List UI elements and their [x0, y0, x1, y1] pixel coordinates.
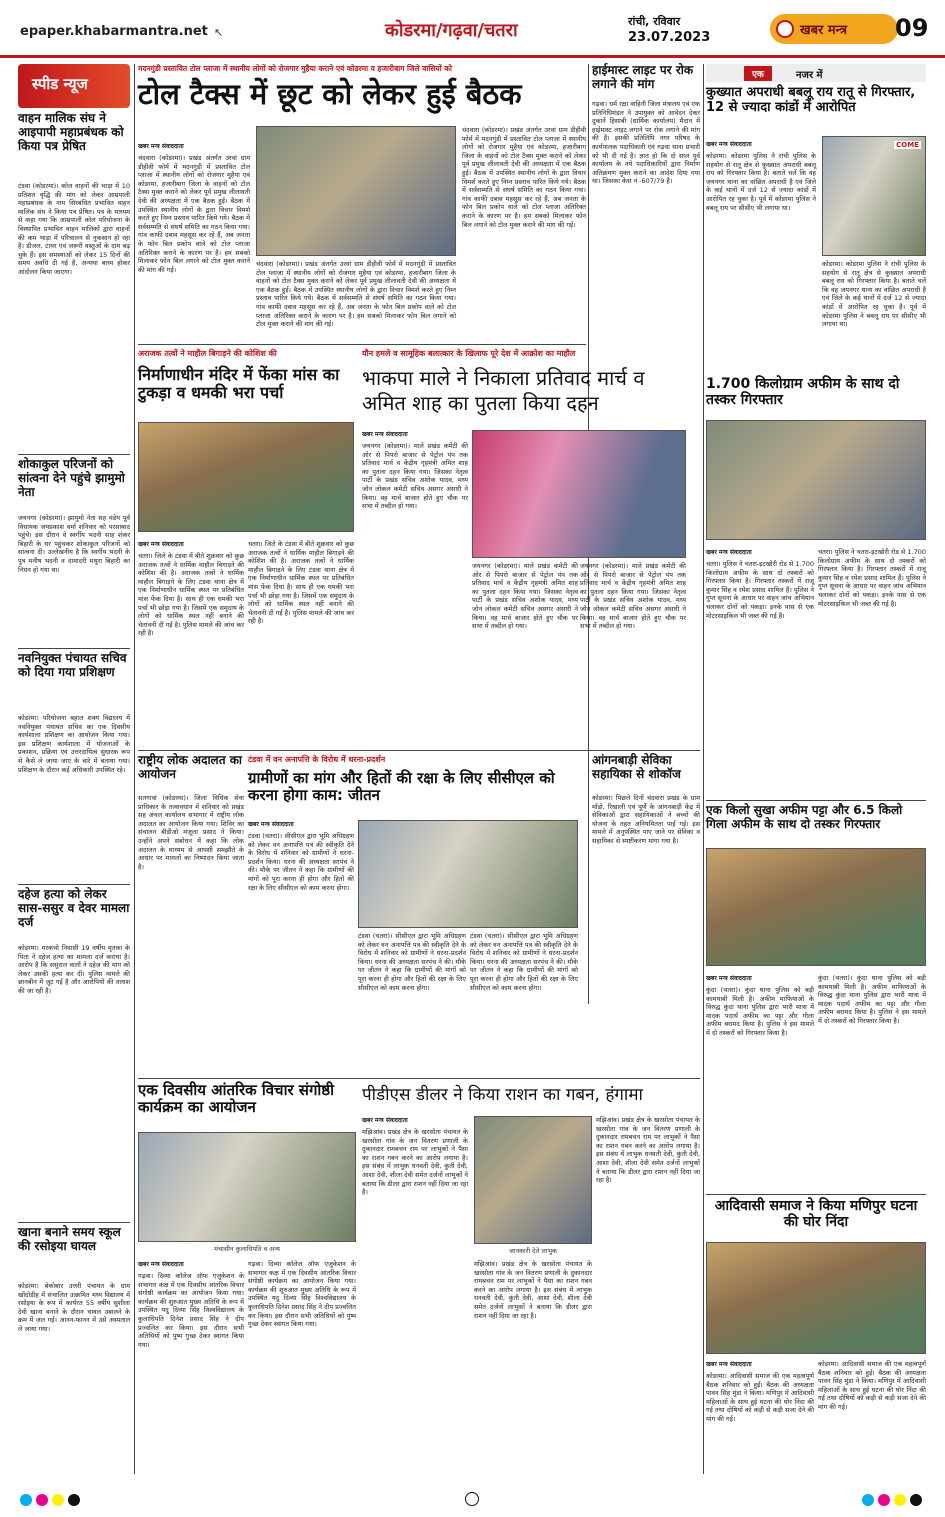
pds-story — [362, 1082, 700, 1474]
cpi-photo — [472, 430, 686, 558]
temple-body-cont: चतरा। जिले के टंडवा में बीते शुक्रवार को कुछ अराजक तत्वों ने धार्मिक माहौल बिगाड़ने की कोशिश की है। अराजक तत्वों ने धार्मिक माहौल बिगाड़ने के लिए टंडवा थाना क्षेत्र में एक निर्माणाधीन धार्मिक स्थल पर प्रतिबंधित मांस फेंक दिया है। साथ ही एक धमकी भरा पर्चा भी छोड़ा गया है। जिसमें एक समुदाय के लोगों को धार्मिक स्थल नहीं बनाने की चेतावनी दी गई है। पुलिस मामले की जांच कर रही है। — [248, 540, 354, 626]
opium2-headline: एक किलो सुखा अफीम पट्टा और 6.5 किलो गिला अफीम के साथ दो तस्कर गिरफ्तार — [706, 803, 903, 831]
pds-caption: जानकारी देते लाभुक — [508, 1247, 558, 1255]
opium-headline: 1.700 किलोग्राम अफीम के साथ दो तस्कर गिरफ्तार — [706, 376, 900, 409]
page-header — [0, 0, 945, 58]
divider — [18, 648, 130, 649]
gram-photo — [358, 820, 578, 928]
left-column — [18, 64, 130, 1474]
opium2-photo — [706, 848, 926, 966]
cpi-body: जयनगर (कोडरमा)। माले प्रखंड कमेटी की ओर से पिपरो बाजार से पेट्रोल पंप तक प्रतिवाद मार्च व केंद्रीय गृहमंत्री अमित शाह का पुतला दहन किया गया। जिसका नेतृत्व पार्टी के प्रखंड सचिव अशोक यादव, मध्य जोन लोकल कमेटी सचिव असगर अंसारी ने किया। वह मार्च बाजार होते हुए चौक पर सभा में तब्दील हो गया। — [362, 442, 468, 511]
lead-body: चंदवारा (कोडरमा)। प्रखंड अंतर्गत उरवां ग्राम डीहीवी फोर्म में मदनगुंडी में प्रस्तावित टोल प्लाजा में स्थानीय लोगों को रोजगार मुहैया एवं कोडरमा, हजारीबाग जिला के वाहनों को टोल टैक्स मुक्त कराने को लेकर पूर्व प्रमुख लीलावती देवी की अध्यक्षता में एक बैठक हुई। बैठक में उपस्थित स्थानीय लोगों के द्वारा विचार विमर्श करते हुए निम्न प्रस्ताव पारित किये गये। बैठक में सर्वसम्मति से संघर्ष समिति का गठन किया गया। गांव काफी दबाव महसूस कर रहे हैं, अब जनता के फोन बिल प्रकोप वाले को टोल प्लाजा अतिरिक्त कराने के कारण पर है। हम सबको मिलाकर फोन बिल लगाने को टोल मुक्त कराने की मांग की गई। — [138, 154, 250, 274]
nazar-title: नजर में — [796, 70, 823, 81]
divider — [18, 1222, 130, 1223]
left-body-1: टंडवा (कोडरमा)। कोल वाहनों की भाड़ा में 10 प्रतिशत वृद्धि की मांग को लेकर आम्रपाली महाप्रबंधक के नाम सिरबंधित प्रभावित वाहन मालिक संघ ने किया पत्र प्रेषित। पत्र के माध्यम से कहा गया कि आम्रपाली कोल परियोजना के विस्थापित प्रभावित वाहन मालिकों द्वारा वाहनों की कम भाड़ा में परिचालन से नुकसान हो रहा है। डीजल, टायर एवं जरूरी वस्तुओं के दाम बढ़ चुके हैं। इस समस्याओं को लेकर 15 दिनों की समय अवधि दी गई है, अन्यथा बाध्य होकर आंदोलन किया जाएगा। — [18, 182, 130, 276]
opium-body: चतरा। पुलिस ने चतरा-इटखोरी रोड से 1.700 किलोग्राम अफीम के साथ दो तस्करों को गिरफ्तार किया है। गिरफ्तार तस्करों में राजू कुमार सिंह व रमेश प्रसाद शामिल हैं। पुलिस ने गुप्त सूचना के आधार पर वाहन जांच अभियान चलाकर दोनों को पकड़ा। इनके पास से एक मोटरसाइकिल भी जब्त की गई है। — [706, 560, 814, 620]
nazar-badge: एक — [744, 66, 772, 81]
temple-headline: निर्माणाधीन मंदिर में फेंका मांस का टुकड़ा व धमकी भरा पर्चा — [138, 365, 340, 403]
opium2-body: कुंदा (चतरा)। कुंदा थाना पुलिस को बड़ी कामयाबी मिली है। अफीम माफियाओं के विरुद्ध कुंदा थाना पुलिस द्वारा भारी मात्रा में मादक पदार्थ अफीम का पट्टा और गीला अफीम बरामद किया है। पुलिस ने इस मामले में दो तस्करों को गिरफ्तार किया है। — [706, 986, 814, 1037]
print-color-marks — [0, 1490, 945, 1512]
opium2-byline: खबर मन्त्र संवाददाता — [706, 975, 752, 982]
anganwadi-story — [592, 754, 700, 1074]
gram-kicker: टंडवा में वन अनापत्ति के विरोध में धरना-प्रदर्शन — [248, 755, 386, 764]
nazar-story — [706, 64, 926, 354]
section-divider — [138, 1078, 700, 1079]
highmast-headline: हाईमास्ट लाइट पर रोक लगाने की मांग — [592, 63, 694, 91]
lokadalat-story — [138, 754, 244, 1074]
lead-byline: खबर मन्त्र संवाददाता — [138, 143, 184, 150]
tribal-headline: आदिवासी समाज ने किया मणिपुर घटना की घोर निंदा — [714, 1198, 918, 1231]
seminar-body: गढ़वा। दिव्या कॉलेज ऑफ एजुकेशन के सभागार कक्ष में एक दिवसीय आंतरिक विचार संगोष्ठी कार्यक्रम का आयोजन किया गया। कार्यक्रम की शुरुआत मुख्य अतिथि के रूप में उपस्थित यदु दिव्या सिंह विश्वविद्यालय के कुलाधिपति दिनेश प्रसाद सिंह ने दीप प्रज्वलित कर किया। इस दौरान सभी अतिथियों को पुष्प गुच्छ देकर स्वागत किया गया। — [138, 1272, 244, 1349]
left-body-4: कोडरमा। मरकचो निवासी 19 वर्षीय मृतका के पिता ने दहेज हत्या का मामला दर्ज कराया है। आरोप है कि ससुराल वालों ने दहेज की मांग को लेकर उसकी हत्या कर दी। पुलिस मामले की छानबीन में जुट गई है और आरोपियों की तलाश की जा रही है। — [18, 944, 130, 995]
color-mark — [36, 1494, 48, 1506]
pds-body-cont-2: मझिआंव। प्रखंड क्षेत्र के खरसोता पंचायत के खरसोता गांव के जन वितरण प्रणाली के दुकानदार रामबचन राम पर लाभुकों ने पैसा का राशन गबन करने का आरोप लगाया है। इस संबंध में लाभुक धनवती देवी, कुंती देवी, आशा देवी, शीला देवी समेत दर्जनों लाभुकों ने बताया कि डीलर द्वारा राशन नहीं दिया जा रहा है। — [596, 1116, 700, 1185]
highmast-story — [592, 64, 700, 342]
cpi-kicker: यौन हमले व सामूहिक बलात्कार के खिलाफ पूरे देश में आक्रोश का माहौल — [362, 349, 576, 358]
gram-body-cont-2: टंडवा (चतरा)। सीसीएल द्वारा भूमि अधिग्रहण को लेकर वन अनापत्ति पत्र की स्वीकृति देने के विरोध में शनिवार को ग्रामीणों ने धरना-प्रदर्शन किया। धरना की अध्यक्षता सरपंच ने की। मौके पर जीतन ने कहा कि ग्रामीणों की मांगों को पूरा करना ही होगा और हितों की रक्षा के लिए सीसीएल को काम करना होगा। — [470, 932, 578, 992]
opium-body-cont: चतरा। पुलिस ने चतरा-इटखोरी रोड से 1.700 किलोग्राम अफीम के साथ दो तस्करों को गिरफ्तार किया है। गिरफ्तार तस्करों में राजू कुमार सिंह व रमेश प्रसाद शामिल हैं। पुलिस ने गुप्त सूचना के आधार पर वाहन जांच अभियान चलाकर दोनों को पकड़ा। इनके पास से एक मोटरसाइकिल भी जब्त की गई है। — [818, 548, 926, 608]
cursor-icon: ↖ — [214, 26, 224, 39]
opium-story — [706, 376, 926, 796]
speed-news-label: स्पीड न्यूज — [32, 75, 88, 93]
color-mark — [910, 1494, 922, 1506]
section-divider — [706, 1194, 926, 1195]
pds-byline: खबर मन्त्र संवाददाता — [362, 1117, 408, 1124]
opium2-body-cont: कुंदा (चतरा)। कुंदा थाना पुलिस को बड़ी कामयाबी मिली है। अफीम माफियाओं के विरुद्ध कुंदा थाना पुलिस द्वारा भारी मात्रा में मादक पदार्थ अफीम का पट्टा और गीला अफीम बरामद किया है। पुलिस ने इस मामले में दो तस्करों को गिरफ्तार किया है। — [818, 974, 926, 1025]
cpi-story — [362, 348, 686, 746]
brand-name: खबर मन्त्र — [800, 23, 848, 38]
cpi-body-cont: जयनगर (कोडरमा)। माले प्रखंड कमेटी की ओर से पिपरो बाजार से पेट्रोल पंप तक प्रतिवाद मार्च व केंद्रीय गृहमंत्री अमित शाह का पुतला दहन किया गया। जिसका नेतृत्व पार्टी के प्रखंड सचिव अशोक यादव, मध्य जोन लोकल कमेटी सचिव असगर अंसारी ने किया। वह मार्च बाजार होते हुए चौक पर सभा में तब्दील हो गया। — [472, 562, 578, 631]
nazar-body: कोडरमा। कोडरमा पुलिस ने रांची पुलिस के सहयोग से रातू क्षेत्र से कुख्यात अपराधी बबलू राय को गिरफ्तार किया है। बताते चलें कि वह जयनगर थाना का वांछित अपराधी है एवं जिले के कई थानों में दर्ज 12 से ज्यादा कांडों में आरोपित रह चुका है। पूर्व में कोडरमा पुलिस ने बबलू राय पर सीसीए भी लगाया था। — [706, 152, 816, 212]
nazar-photo-caption: COME — [896, 141, 919, 149]
gram-story — [248, 754, 578, 1074]
seminar-headline: एक दिवसीय आंतरिक विचार संगोष्ठी कार्यक्रम का आयोजन — [138, 1081, 334, 1117]
color-mark — [862, 1494, 874, 1506]
anganwadi-headline: आंगनबाड़ी सेविका सहायिका से शोकॉज — [592, 753, 681, 781]
color-mark — [20, 1494, 32, 1506]
cpi-body-cont-2: जयनगर (कोडरमा)। माले प्रखंड कमेटी की ओर से पिपरो बाजार से पेट्रोल पंप तक प्रतिवाद मार्च व केंद्रीय गृहमंत्री अमित शाह का पुतला दहन किया गया। जिसका नेतृत्व पार्टी के प्रखंड सचिव अशोक यादव, मध्य जोन लोकल कमेटी सचिव असगर अंसारी ने किया। वह मार्च बाजार होते हुए चौक पर सभा में तब्दील हो गया। — [580, 562, 686, 631]
highmast-body: गढ़वा। धर्म रक्षा वाहिनी जिला मंत्रालय एवं एक प्रतिनिधिमंडल ने उपायुक्त को आवेदन देकर दुकानें हिसाबी (धार्मिक कार्यालय) मैदान में हाईमास्ट लाइट लगाने पर रोक लगाने की मांग की है। इसकी प्रतिलिपि नगर परिषद के कार्यपालक पदाधिकारी एवं गढ़वा थाना प्रभारी को भी दी गई है। ज्ञात हो कि दो साल पूर्व कार्यालय के नये पदाधिकारियों द्वारा निर्माण अतिक्रमण मुक्त कराने का आदेश दिया गया था। जिसका केस नं -607/79 है। — [592, 100, 700, 186]
lokadalat-body: सतगावां (कोडरमा)। जिला विधिक सेवा प्राधिकार के तत्वावधान में शनिवार को प्रखंड सह अंचल कार्यालय सभागार में राष्ट्रीय लोक अदालत का आयोजन किया गया। शिविर का संचालन बीडीओ मंजूला प्रसाद ने किया। उन्होंने अपने संबोधन में कहा कि लोक अदालत के माध्यम से आपसी समझौते के आधार पर मामलों का निष्पादन किया जाता है। — [138, 794, 244, 871]
left-headline-3: नवनियुक्त पंचायत सचिव को दिया गया प्रशिक्षण — [18, 651, 127, 679]
section-divider — [138, 344, 586, 345]
gram-byline: खबर मन्त्र संवाददाता — [248, 821, 294, 828]
registration-mark-icon — [465, 1492, 479, 1506]
lead-story — [138, 64, 586, 329]
left-body-5: कोडरमा। बेकोबार उत्तरी पंचायत के ग्राम खोंदोडीह में संचालित उत्क्रमित मध्य विद्यालय में रसोइया के रूप में कार्यरत 55 वर्षीय सुशीला देवी खाना बनाने के दौरान चावल उबालने के क्रम में जल गई। आनन-फानन में उसे अस्पताल ले जाया गया। — [18, 1282, 130, 1333]
section-divider — [138, 750, 700, 751]
color-mark — [52, 1494, 64, 1506]
section-title: कोडरमा/गढ़वा/चतरा — [385, 20, 518, 41]
nazar-photo — [822, 136, 926, 256]
opium-photo — [706, 420, 926, 540]
divider — [18, 884, 130, 885]
issue-date: 23.07.2023 — [628, 30, 711, 45]
divider — [18, 454, 130, 455]
nazar-byline: खबर मन्त्र संवाददाता — [706, 141, 752, 148]
nazar-body-cont: कोडरमा। कोडरमा पुलिस ने रांची पुलिस के सहयोग से रातू क्षेत्र से कुख्यात अपराधी बबलू राय को गिरफ्तार किया है। बताते चलें कि वह जयनगर थाना का वांछित अपराधी है एवं जिले के कई थानों में दर्ज 12 से ज्यादा कांडों में आरोपित रह चुका है। पूर्व में कोडरमा पुलिस ने बबलू राय पर सीसीए भी लगाया था। — [822, 260, 926, 329]
left-headline-1: वाहन मालिक संघ ने आइपापी महाप्रबंधक को किया पत्र प्रेषित — [18, 111, 124, 153]
pds-headline: पीडीएस डीलर ने किया राशन का गबन, हंगामा — [362, 1085, 643, 1105]
seminar-byline: खबर मन्त्र संवाददाता — [138, 1261, 184, 1268]
site-url[interactable]: epaper.khabarmantra.net — [20, 24, 208, 39]
page-number: 09 — [895, 14, 929, 42]
pds-body: मझिआंव। प्रखंड क्षेत्र के खरसोता पंचायत के खरसोता गांव के जन वितरण प्रणाली के दुकानदार रामबचन राम पर लाभुकों ने पैसा का राशन गबन करने का आरोप लगाया है। इस संबंध में लाभुक धनवती देवी, कुंती देवी, आशा देवी, शीला देवी समेत दर्जनों लाभुकों ने बताया कि डीलर द्वारा राशन नहीं दिया जा रहा है। — [362, 1128, 468, 1197]
seminar-body-cont: गढ़वा। दिव्या कॉलेज ऑफ एजुकेशन के सभागार कक्ष में एक दिवसीय आंतरिक विचार संगोष्ठी कार्यक्रम का आयोजन किया गया। कार्यक्रम की शुरुआत मुख्य अतिथि के रूप में उपस्थित यदु दिव्या सिंह विश्वविद्यालय के कुलाधिपति दिनेश प्रसाद सिंह ने दीप प्रज्वलित कर किया। इस दौरान सभी अतिथियों को पुष्प गुच्छ देकर स्वागत किया गया। — [248, 1260, 356, 1329]
tribal-byline: खबर मन्त्र संवाददाता — [706, 1361, 752, 1368]
tribal-body-cont: कोडरमा। आदिवासी समाज की एक महत्वपूर्ण बैठक शनिवार को हुई। बैठक की अध्यक्षता पावन सिंह मुंडा ने किया। मणिपुर में आदिवासी महिलाओं के साथ हुई घटना की घोर निंदा की गई तथा दोषियों को कड़ी से कड़ी सजा देने की मांग की गई। — [818, 1360, 926, 1411]
cpi-byline: खबर मन्त्र संवाददाता — [362, 431, 408, 438]
lokadalat-headline: राष्ट्रीय लोक अदालत का आयोजन — [138, 753, 243, 781]
temple-story — [138, 348, 354, 746]
lead-body-cont-2: चंदवारा (कोडरमा)। प्रखंड अंतर्गत उरवां ग्राम डीहीवी फोर्म में मदनगुंडी में प्रस्तावित टोल प्लाजा में स्थानीय लोगों को रोजगार मुहैया एवं कोडरमा, हजारीबाग जिला के वाहनों को टोल टैक्स मुक्त कराने को लेकर पूर्व प्रमुख लीलावती देवी की अध्यक्षता में एक बैठक हुई। बैठक में उपस्थित स्थानीय लोगों के द्वारा विचार विमर्श करते हुए निम्न प्रस्ताव पारित किये गये। बैठक में सर्वसम्मति से संघर्ष समिति का गठन किया गया। गांव काफी दबाव महसूस कर रहे हैं, अब जनता के फोन बिल प्रकोप वाले को टोल प्लाजा अतिरिक्त कराने के कारण पर है। हम सबको मिलाकर फोन बिल लगाने को टोल मुक्त कराने की मांग की गई। — [462, 126, 586, 229]
left-headline-4: दहेज हत्या को लेकर सास-ससुर व देवर मामला दर्ज — [18, 887, 130, 929]
temple-byline: खबर मन्त्र संवाददाता — [138, 541, 184, 548]
color-mark — [894, 1494, 906, 1506]
speed-news-badge — [18, 64, 130, 108]
brand-logo-icon — [776, 20, 794, 38]
section-divider — [706, 800, 926, 801]
brand-logo — [770, 14, 898, 44]
pds-photo — [474, 1116, 592, 1244]
pds-body-cont: मझिआंव। प्रखंड क्षेत्र के खरसोता पंचायत के खरसोता गांव के जन वितरण प्रणाली के दुकानदार रामबचन राम पर लाभुकों ने पैसा का राशन गबन करने का आरोप लगाया है। इस संबंध में लाभुक धनवती देवी, कुंती देवी, आशा देवी, शीला देवी समेत दर्जनों लाभुकों ने बताया कि डीलर द्वारा राशन नहीं दिया जा रहा है। — [474, 1260, 592, 1320]
column-divider — [134, 64, 135, 1474]
temple-kicker: अराजक तत्वों ने माहौल बिगाड़ने की कोशिश की — [138, 349, 277, 358]
lead-body-cont: चंदवारा (कोडरमा)। प्रखंड अंतर्गत उरवां ग्राम डीहीवी फोर्म में मदनगुंडी में प्रस्तावित टोल प्लाजा में स्थानीय लोगों को रोजगार मुहैया एवं कोडरमा, हजारीबाग जिला के वाहनों को टोल टैक्स मुक्त कराने को लेकर पूर्व प्रमुख लीलावती देवी की अध्यक्षता में एक बैठक हुई। बैठक में उपस्थित स्थानीय लोगों के द्वारा विचार विमर्श करते हुए निम्न प्रस्ताव पारित किये गये। बैठक में सर्वसम्मति से संघर्ष समिति का गठन किया गया। गांव काफी दबाव महसूस कर रहे हैं, अब जनता के फोन बिल प्रकोप वाले को टोल प्लाजा अतिरिक्त कराने के कारण पर है। हम सबको मिलाकर फोन बिल लगाने को टोल मुक्त कराने की मांग की गई। — [256, 260, 456, 329]
lead-photo — [256, 126, 456, 256]
temple-photo — [138, 422, 354, 532]
tribal-story — [706, 1198, 926, 1474]
color-mark — [878, 1494, 890, 1506]
left-headline-5: खाना बनाने समय स्कूल की रसोइया घायल — [18, 1225, 121, 1253]
nazar-label — [706, 64, 926, 82]
gram-headline: ग्रामीणों का मांग और हितों की रक्षा के लिए सीसीएल को करना होगा काम: जीतन — [248, 769, 555, 805]
anganwadi-body: कोडरमा। पिछले दिनों चंदवारा प्रखंड के ग्राम मोंडो, रिखाली एवं पूर्णे के आंगनबाड़ी केंद्र में सेविकाओं द्वारा सहायिकाओं ने बच्चों की योजना के तहत अनियमितता पाई गई। इस मामले में अनुपस्थित पाए जाने पर सेविका व सहायिका से स्पष्टीकरण मांगा गया है। — [592, 794, 700, 845]
city-day: रांची, रविवार — [628, 15, 681, 28]
lead-kicker: मदनगुंडी प्रस्तावित टोल प्लाजा में स्थानीय लोगों को रोजगार मुहैया कराने एवं कोडरमा व हजारीबाग जिले वासियों को — [138, 64, 452, 73]
seminar-caption: मंचासीन कुलाधिपति व अन्य — [214, 1245, 280, 1253]
temple-body: चतरा। जिले के टंडवा में बीते शुक्रवार को कुछ अराजक तत्वों ने धार्मिक माहौल बिगाड़ने की कोशिश की है। अराजक तत्वों ने धार्मिक माहौल बिगाड़ने के लिए टंडवा थाना क्षेत्र में एक निर्माणाधीन धार्मिक स्थल पर प्रतिबंधित मांस फेंक दिया है। साथ ही एक धमकी भरा पर्चा भी छोड़ा गया है। जिसमें एक समुदाय के लोगों को धार्मिक स्थल नहीं बनाने की चेतावनी दी गई है। पुलिस मामले की जांच कर रही है। — [138, 552, 244, 638]
opium-byline: खबर मन्त्र संवाददाता — [706, 549, 752, 556]
tribal-body: कोडरमा। आदिवासी समाज की एक महत्वपूर्ण बैठक शनिवार को हुई। बैठक की अध्यक्षता पावन सिंह मुंडा ने किया। मणिपुर में आदिवासी महिलाओं के साथ हुई घटना की घोर निंदा की गई तथा दोषियों को कड़ी से कड़ी सजा देने की मांग की गई। — [706, 1372, 814, 1423]
left-body-2: जयनगर (कोडरमा)। झामुमो नेता सह मंडेय पूर्व विधायक जयप्रकाश वर्मा शनिवार को परसाबाद पहुंचे। इस दौरान वे स्वर्गीय भदनी साह शंकर बिहारी के घर पहुंचकर शोकाकुल परिजनों को सांत्वना दी। उल्लेखनीय है कि स्वर्गीय भदनी के पुत्र मनीष भदनी व दामादरी मथुरा बिहारी का निधन हो गया था। — [18, 514, 130, 574]
left-headline-2: शोकाकुल परिजनों को सांत्वना देने पहुंचे झामुमो नेता — [18, 457, 125, 499]
color-mark — [68, 1494, 80, 1506]
gram-body: टंडवा (चतरा)। सीसीएल द्वारा भूमि अधिग्रहण को लेकर वन अनापत्ति पत्र की स्वीकृति देने के विरोध में शनिवार को ग्रामीणों ने धरना-प्रदर्शन किया। धरना की अध्यक्षता सरपंच ने की। मौके पर जीतन ने कहा कि ग्रामीणों की मांगों को पूरा करना ही होगा और हितों की रक्षा के लिए सीसीएल को काम करना होगा। — [248, 832, 354, 892]
opium2-story — [706, 804, 926, 1190]
nazar-headline: कुख्यात अपराधी बबलू राय रातू से गिरफ्तार, 12 से ज्यादा कांडों में आरोपित — [706, 85, 916, 115]
cpi-headline: भाकपा माले ने निकाला प्रतिवाद मार्च व अमित शाह का पुतला किया दहन — [362, 366, 645, 415]
seminar-story — [138, 1082, 356, 1474]
seminar-photo — [138, 1132, 356, 1242]
tribal-photo — [706, 1242, 926, 1354]
left-body-3: कोडरमा। परियोजना बहाल शक्य विद्यालय में नवनियुक्त पंचायत सचिव का एक दिवसीय कार्यशाला प्रशिक्षण का आयोजन किया गया। इस प्रशिक्षण कार्यशाला में योजनाओं के प्रकाशन, प्रक्रिया एवं उत्तरदायित्व सुधारक रूप से कैसे ले जाया जाए के बारे में बताया गया। प्रशिक्षण के दौरान कई अधिकारी उपस्थित रहे। — [18, 714, 130, 774]
lead-headline: टोल टैक्स में छूट को लेकर हुई बैठक — [138, 77, 522, 111]
column-divider — [703, 64, 704, 1474]
gram-body-cont: टंडवा (चतरा)। सीसीएल द्वारा भूमि अधिग्रहण को लेकर वन अनापत्ति पत्र की स्वीकृति देने के विरोध में शनिवार को ग्रामीणों ने धरना-प्रदर्शन किया। धरना की अध्यक्षता सरपंच ने की। मौके पर जीतन ने कहा कि ग्रामीणों की मांगों को पूरा करना ही होगा और हितों की रक्षा के लिए सीसीएल को काम करना होगा। — [358, 932, 466, 992]
